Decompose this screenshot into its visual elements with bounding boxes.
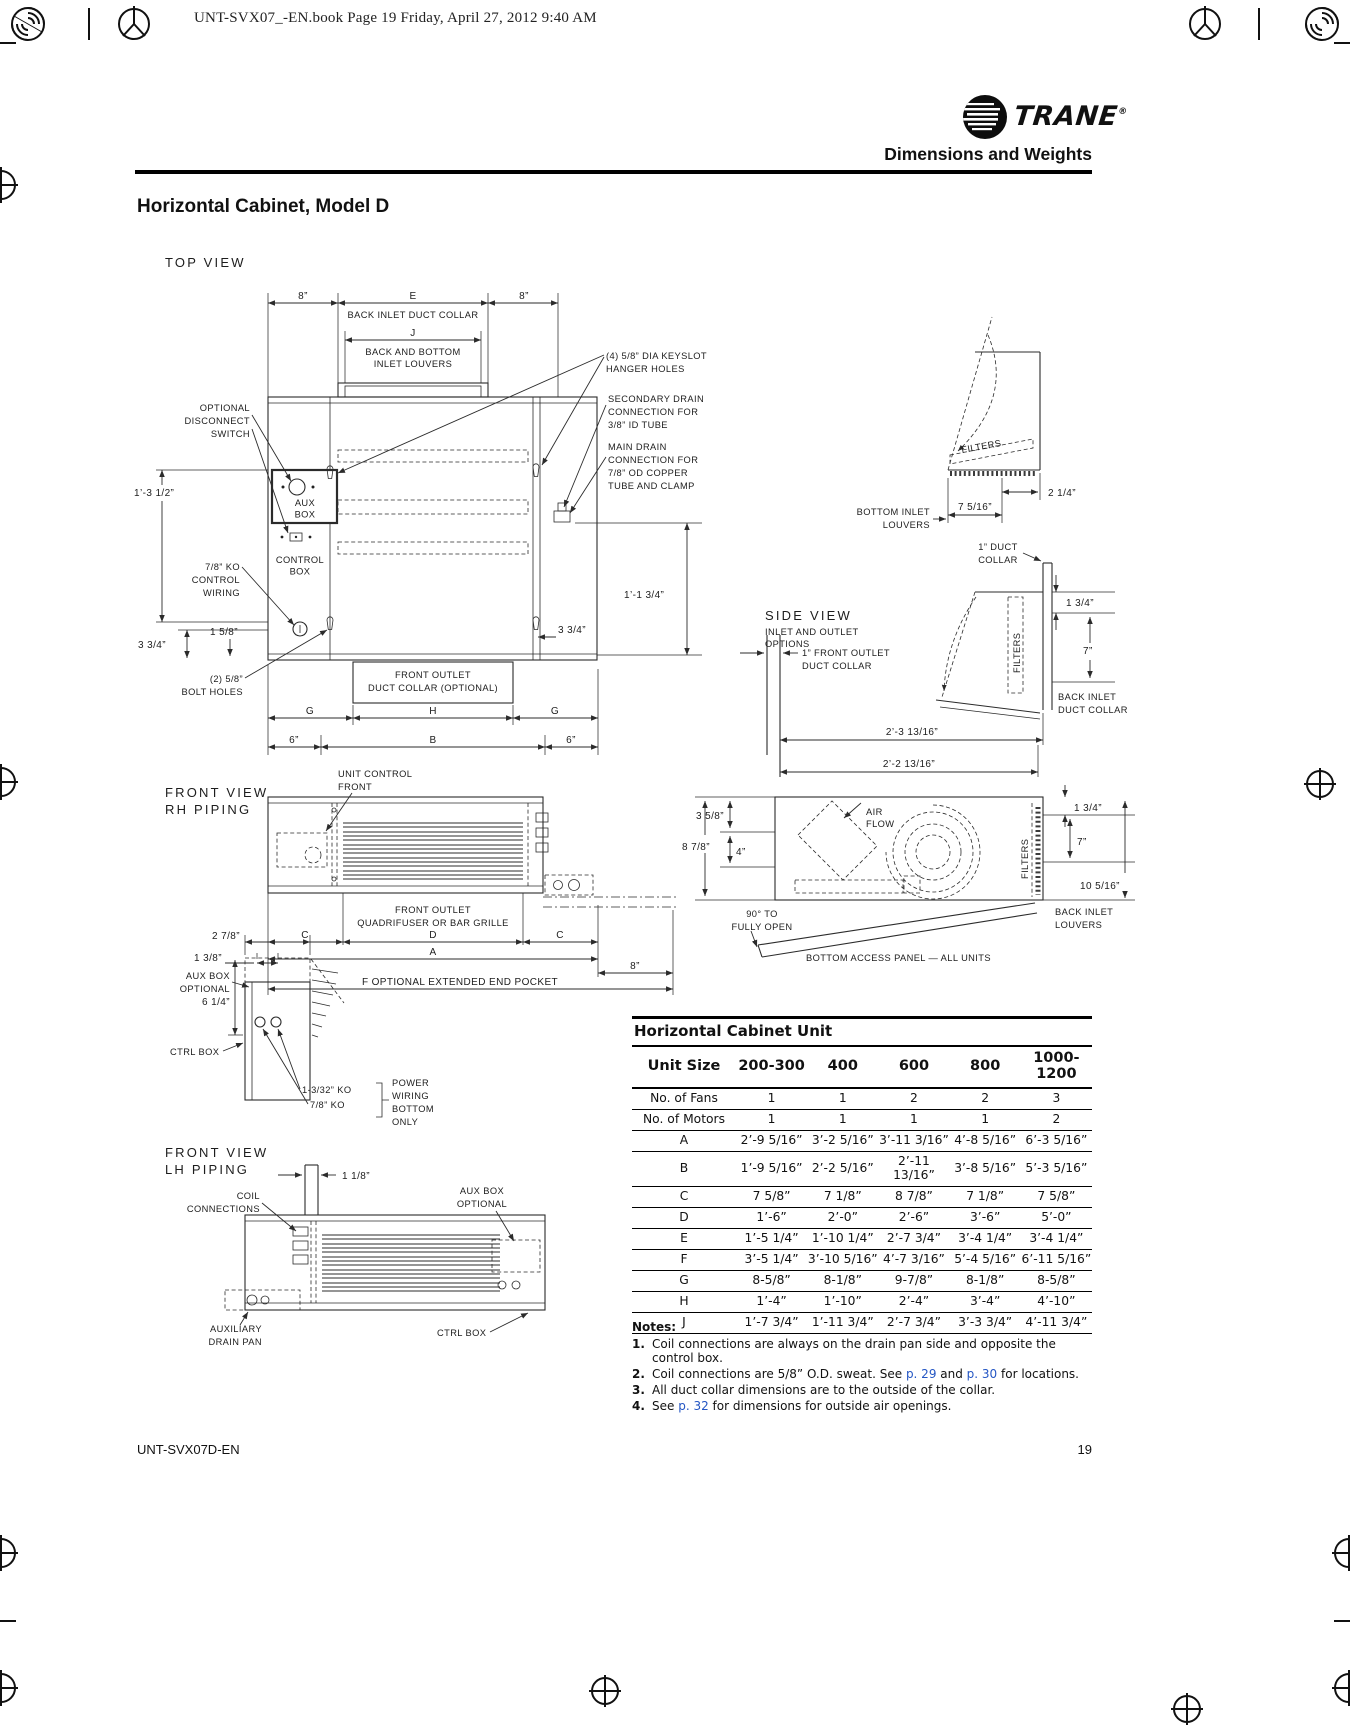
dim-10-5-16: 10 5/16” xyxy=(1080,881,1120,892)
registration-target-icon xyxy=(0,1531,20,1575)
table-cell: 6’-3 5/16” xyxy=(1021,1131,1092,1152)
dim-6in-left: 6” xyxy=(289,735,299,746)
table-cell: 1’-10 1/4” xyxy=(807,1229,878,1250)
crop-dash-icon xyxy=(0,42,16,44)
table-cell: 3’-8 5/16” xyxy=(950,1152,1021,1187)
bottom-access-panel-label: BOTTOM ACCESS PANEL — ALL UNITS xyxy=(806,953,991,963)
table-cell: 4’-11 3/4” xyxy=(1021,1313,1092,1334)
note-1 xyxy=(632,1337,1100,1366)
ko-hole-2 xyxy=(271,1017,281,1027)
printer-swirl-icon xyxy=(1302,4,1342,44)
dim-J: J xyxy=(410,328,416,339)
table-cell: 3’-6” xyxy=(950,1208,1021,1229)
dim-3-3-4-right: 3 3/4” xyxy=(558,625,586,636)
power-wiring-label: POWER WIRING BOTTOM ONLY xyxy=(392,1078,434,1127)
table-cell: 7 1/8” xyxy=(950,1187,1021,1208)
table-cell: 1 xyxy=(878,1110,949,1131)
registration-target-icon xyxy=(1303,767,1337,801)
table-cell: 7 5/8” xyxy=(1021,1187,1092,1208)
column-header: 200-300 xyxy=(736,1047,807,1088)
section-title: Dimensions and Weights xyxy=(884,144,1092,164)
bolt-holes-label: (2) 5/8” BOLT HOLES xyxy=(181,674,243,697)
table-cell: 8-1/8” xyxy=(807,1271,878,1292)
table-cell: 8-1/8” xyxy=(950,1271,1021,1292)
note-text xyxy=(652,1399,1100,1414)
table-cell: 3’-10 5/16” xyxy=(807,1250,878,1271)
back-inlet-louvers-label: BACK INLET LOUVERS xyxy=(1055,907,1114,930)
dim-8-7-8: 8 7/8” xyxy=(682,842,710,853)
dim-6in-right: 6” xyxy=(566,735,576,746)
table-cell: 5’-0” xyxy=(1021,1208,1092,1229)
aux-box-optional-label-lh: AUX BOX OPTIONAL xyxy=(456,1186,508,1209)
table-cell: 2 xyxy=(950,1088,1021,1110)
column-header-unit-size: Unit Size xyxy=(632,1047,736,1088)
registration-target-icon xyxy=(1330,1666,1350,1710)
table-cell: 1 xyxy=(807,1088,878,1110)
note-text-fragment: See xyxy=(652,1399,679,1414)
bottom-inlet-louvers-label: BOTTOM INLET LOUVERS xyxy=(856,507,930,530)
front-view-rh-title: FRONT VIEW RH PIPING xyxy=(165,785,269,817)
footer-page-number: 19 xyxy=(1077,1442,1092,1457)
ko-hole-1 xyxy=(255,1017,265,1027)
front-view-rh-diagram xyxy=(165,769,678,995)
table-cell: 3’-4” xyxy=(950,1292,1021,1313)
row-label: B xyxy=(632,1152,736,1187)
table-row xyxy=(632,1187,1092,1208)
front-outlet-collar-1in-label: 1” FRONT OUTLET DUCT COLLAR xyxy=(802,648,890,671)
dim-1ft-1-3-4: 1’-1 3/4” xyxy=(624,590,665,601)
registration-target-icon xyxy=(1170,1692,1204,1725)
table-row xyxy=(632,1292,1092,1313)
table-cell: 3 xyxy=(1021,1088,1092,1110)
table-cell: 2’-7 3/4” xyxy=(878,1313,949,1334)
table-row xyxy=(632,1110,1092,1131)
dim-3-5-8: 3 5/8” xyxy=(696,811,724,822)
dim-G-right: G xyxy=(550,706,560,717)
table-cell: 4’-10” xyxy=(1021,1292,1092,1313)
notes-title: Notes: xyxy=(632,1320,677,1334)
dim-C-left: C xyxy=(301,930,309,941)
note-text-fragment: and xyxy=(936,1367,967,1382)
registration-target-icon xyxy=(0,163,20,207)
table-row xyxy=(632,1131,1092,1152)
table-cell: 1 xyxy=(736,1088,807,1110)
table-cell: 1’-11 3/4” xyxy=(807,1313,878,1334)
link-p29[interactable]: p. 29 xyxy=(905,1367,937,1382)
front-view-lh-title: FRONT VIEW LH PIPING xyxy=(165,1145,269,1177)
aux-box-detail-diagram xyxy=(170,931,437,1127)
crop-dash-icon xyxy=(1334,1620,1350,1622)
page-title: Horizontal Cabinet, Model D xyxy=(137,196,390,217)
registration-target-icon xyxy=(1330,1531,1350,1575)
trane-globe-icon xyxy=(962,93,1010,141)
dim-6-1-4: 6 1/4” xyxy=(202,997,230,1008)
link-p30[interactable]: p. 30 xyxy=(966,1367,998,1382)
unit-control-front-label: UNIT CONTROL FRONT xyxy=(338,769,413,792)
air-flow-label: AIR FLOW xyxy=(866,807,895,829)
table-cell: 1’-7 3/4” xyxy=(736,1313,807,1334)
side-view-diagrams xyxy=(682,317,1135,963)
registered-mark: ® xyxy=(1117,107,1129,117)
table-cell: 1’-9 5/16” xyxy=(736,1152,807,1187)
dim-1-3-4-lower: 1 3/4” xyxy=(1074,803,1102,814)
back-inlet-duct-collar-label: BACK INLET DUCT COLLAR xyxy=(347,310,479,320)
notes-section xyxy=(632,1320,1100,1416)
ko-7-8-label: 7/8” KO xyxy=(310,1100,345,1110)
dim-7in-lower: 7” xyxy=(1077,837,1087,848)
note-number: 1. xyxy=(632,1336,645,1351)
filters-label-upper: FILTERS xyxy=(960,438,1003,455)
footer-document-id: UNT-SVX07D-EN xyxy=(137,1442,240,1457)
coil-connections-label: COIL CONNECTIONS xyxy=(186,1191,260,1214)
table-row xyxy=(632,1250,1092,1271)
dim-7-5-16: 7 5/16” xyxy=(958,502,992,513)
dim-A: A xyxy=(429,947,437,958)
dim-2-1-4: 2 1/4” xyxy=(1048,488,1076,499)
dim-3-3-4-left: 3 3/4” xyxy=(138,640,166,651)
dim-2ft-3-13-16: 2’-3 13/16” xyxy=(885,727,939,738)
disconnect-switch-hole xyxy=(289,479,305,495)
section-rule xyxy=(135,170,1092,174)
auxiliary-drain-pan-label: AUXILIARY DRAIN PAN xyxy=(208,1324,262,1347)
side-view-title: SIDE VIEW xyxy=(765,608,852,623)
table-header-row xyxy=(632,1047,1092,1088)
deg90-fully-open-label: 90° TO FULLY OPEN xyxy=(731,909,793,932)
dim-8in-pocket: 8” xyxy=(630,961,640,972)
row-label: D xyxy=(632,1208,736,1229)
crop-dash-icon xyxy=(1334,42,1350,44)
note-number: 4. xyxy=(632,1399,645,1414)
registration-target-icon xyxy=(588,1674,622,1708)
duct-collar-1in-label: 1” DUCT COLLAR xyxy=(978,542,1018,565)
dim-1-3-8: 1 3/8” xyxy=(194,953,222,964)
dim-7in-mid: 7” xyxy=(1083,646,1093,657)
dim-2ft-2-13-16: 2’-2 13/16” xyxy=(882,759,936,770)
table-cell: 4’-7 3/16” xyxy=(878,1250,949,1271)
table-cell: 3’-5 1/4” xyxy=(736,1250,807,1271)
table-cell: 2’-11 13/16” xyxy=(878,1152,949,1187)
table-cell: 3’-3 3/4” xyxy=(950,1313,1021,1334)
table-cell: 5’-4 5/16” xyxy=(950,1250,1021,1271)
link-p32[interactable]: p. 32 xyxy=(678,1399,709,1414)
table-cell: 3’-4 1/4” xyxy=(950,1229,1021,1250)
ctrl-box-label-detail: CTRL BOX xyxy=(170,1047,220,1057)
table-cell: 8-5/8” xyxy=(1021,1271,1092,1292)
dim-D: D xyxy=(429,930,437,941)
note-text-fragment: for dimensions for outside air openings. xyxy=(708,1399,952,1414)
top-view-diagram xyxy=(134,255,707,755)
table-cell: 1’-6” xyxy=(736,1208,807,1229)
row-label: J xyxy=(632,1313,736,1334)
top-view-title: TOP VIEW xyxy=(165,255,246,270)
table-cell: 7 5/8” xyxy=(736,1187,807,1208)
dim-8in-left: 8” xyxy=(298,291,308,302)
dim-2-7-8: 2 7/8” xyxy=(212,931,240,942)
dim-B: B xyxy=(429,735,437,746)
crop-bar-icon xyxy=(1258,8,1260,40)
row-label: No. of Motors xyxy=(632,1110,736,1131)
table-row xyxy=(632,1208,1092,1229)
main-drain-label: MAIN DRAIN CONNECTION FOR 7/8” OD COPPER TUBE AND CLAMP xyxy=(608,442,699,491)
dim-E: E xyxy=(409,291,417,302)
front-view-lh-diagram xyxy=(165,1145,545,1347)
registration-target-icon xyxy=(1183,2,1227,46)
table-cell: 3’-4 1/4” xyxy=(1021,1229,1092,1250)
document-header-line: UNT-SVX07_-EN.book Page 19 Friday, April 27, 2012 9:40 AM xyxy=(194,10,597,26)
table-row xyxy=(632,1088,1092,1110)
table-cell: 9-7/8” xyxy=(878,1271,949,1292)
table-cell: 8 7/8” xyxy=(878,1187,949,1208)
front-outlet-grille-label: FRONT OUTLET QUADRIFUSER OR BAR GRILLE xyxy=(357,905,509,928)
row-label: E xyxy=(632,1229,736,1250)
printer-swirl-icon xyxy=(8,4,48,44)
table-cell: 1 xyxy=(807,1110,878,1131)
aux-box-label: AUX BOX xyxy=(294,498,316,520)
table-cell: 8-5/8” xyxy=(736,1271,807,1292)
table-row xyxy=(632,1152,1092,1187)
note-text xyxy=(652,1367,1100,1382)
table-cell: 1’-10” xyxy=(807,1292,878,1313)
column-header: 1000-1200 xyxy=(1021,1047,1092,1088)
dim-C-right: C xyxy=(556,930,564,941)
crop-bar-icon xyxy=(88,8,90,40)
table-cell: 5’-3 5/16” xyxy=(1021,1152,1092,1187)
table-cell: 1 xyxy=(950,1110,1021,1131)
table-cell: 2’-6” xyxy=(878,1208,949,1229)
dim-8in-right: 8” xyxy=(519,291,529,302)
table-cell: 2’-7 3/4” xyxy=(878,1229,949,1250)
registration-target-icon xyxy=(0,760,20,804)
note-3 xyxy=(632,1383,1100,1398)
crop-dash-icon xyxy=(0,1620,16,1622)
dimension-table xyxy=(632,1016,1092,1334)
optional-disconnect-label: OPTIONAL DISCONNECT SWITCH xyxy=(184,403,250,439)
row-label: F xyxy=(632,1250,736,1271)
table-row xyxy=(632,1271,1092,1292)
back-bottom-louvers-label: BACK AND BOTTOM INLET LOUVERS xyxy=(365,347,461,369)
table-cell: 2’-2 5/16” xyxy=(807,1152,878,1187)
table-cell: 7 1/8” xyxy=(807,1187,878,1208)
note-text-fragment: Coil connections are 5/8” O.D. sweat. See xyxy=(652,1367,906,1382)
column-header: 400 xyxy=(807,1047,878,1088)
front-outlet-collar-optional-label: FRONT OUTLET DUCT COLLAR (OPTIONAL) xyxy=(367,670,499,693)
table-cell: 3’-11 3/16” xyxy=(878,1131,949,1152)
registration-target-icon xyxy=(0,1666,20,1710)
secondary-drain-label: SECONDARY DRAIN CONNECTION FOR 3/8” ID TUBE xyxy=(608,394,705,430)
note-2 xyxy=(632,1367,1100,1382)
dim-G-left: G xyxy=(305,706,315,717)
table-cell: 2’-4” xyxy=(878,1292,949,1313)
table-cell: 4’-8 5/16” xyxy=(950,1131,1021,1152)
table-title: Horizontal Cabinet Unit xyxy=(632,1016,1092,1047)
note-number: 2. xyxy=(632,1367,645,1382)
row-label: No. of Fans xyxy=(632,1088,736,1110)
row-label: G xyxy=(632,1271,736,1292)
ko-1-3-32-label: 1-3/32” KO xyxy=(302,1085,352,1095)
registration-target-icon xyxy=(112,2,156,46)
filters-label-lower: FILTERS xyxy=(1020,838,1030,879)
dim-1-5-8: 1 5/8” xyxy=(210,627,238,638)
column-header: 600 xyxy=(878,1047,949,1088)
trane-logo xyxy=(962,93,1172,141)
table-row xyxy=(632,1229,1092,1250)
dim-1-1-8: 1 1/8” xyxy=(342,1171,370,1182)
note-text: Coil connections are always on the drain pan side and opposite the control box. xyxy=(652,1336,1056,1366)
dim-1-3-4-mid: 1 3/4” xyxy=(1066,598,1094,609)
table-cell: 3’-2 5/16” xyxy=(807,1131,878,1152)
table-cell: 6’-11 5/16” xyxy=(1021,1250,1092,1271)
table-cell: 2 xyxy=(1021,1110,1092,1131)
inlet-outlet-options-label: INLET AND OUTLET OPTIONS xyxy=(765,627,859,649)
row-label: A xyxy=(632,1131,736,1152)
row-label: C xyxy=(632,1187,736,1208)
note-4 xyxy=(632,1399,1100,1414)
note-text-fragment: for locations. xyxy=(997,1367,1079,1382)
table-cell: 1’-4” xyxy=(736,1292,807,1313)
table-cell: 2 xyxy=(878,1088,949,1110)
brand-wordmark: TRANE xyxy=(1012,101,1120,132)
note-number: 3. xyxy=(632,1383,645,1398)
dim-4in: 4” xyxy=(736,847,746,858)
ctrl-box-label-lh: CTRL BOX xyxy=(437,1328,487,1338)
ko-control-wiring-label: 7/8” KO CONTROL WIRING xyxy=(191,562,240,598)
column-header: 800 xyxy=(950,1047,1021,1088)
note-text: All duct collar dimensions are to the outside of the collar. xyxy=(652,1383,996,1398)
table-cell: 1 xyxy=(736,1110,807,1131)
table-cell: 1’-5 1/4” xyxy=(736,1229,807,1250)
table-cell: 2’-9 5/16” xyxy=(736,1131,807,1152)
dim-H: H xyxy=(429,706,437,717)
control-box-label: CONTROL BOX xyxy=(275,555,325,577)
keyslot-hanger-holes-label: (4) 5/8” DIA KEYSLOT HANGER HOLES xyxy=(606,351,708,374)
filters-label-middle: FILTERS xyxy=(1012,632,1022,673)
dim-F-pocket-label: F OPTIONAL EXTENDED END POCKET xyxy=(361,977,559,988)
table-cell: 2’-0” xyxy=(807,1208,878,1229)
aux-box-optional-label-detail: AUX BOX OPTIONAL xyxy=(179,971,230,994)
dim-1ft-3-1-2: 1’-3 1/2” xyxy=(134,488,175,499)
row-label: H xyxy=(632,1292,736,1313)
back-inlet-duct-collar2-label: BACK INLET DUCT COLLAR xyxy=(1058,692,1128,715)
